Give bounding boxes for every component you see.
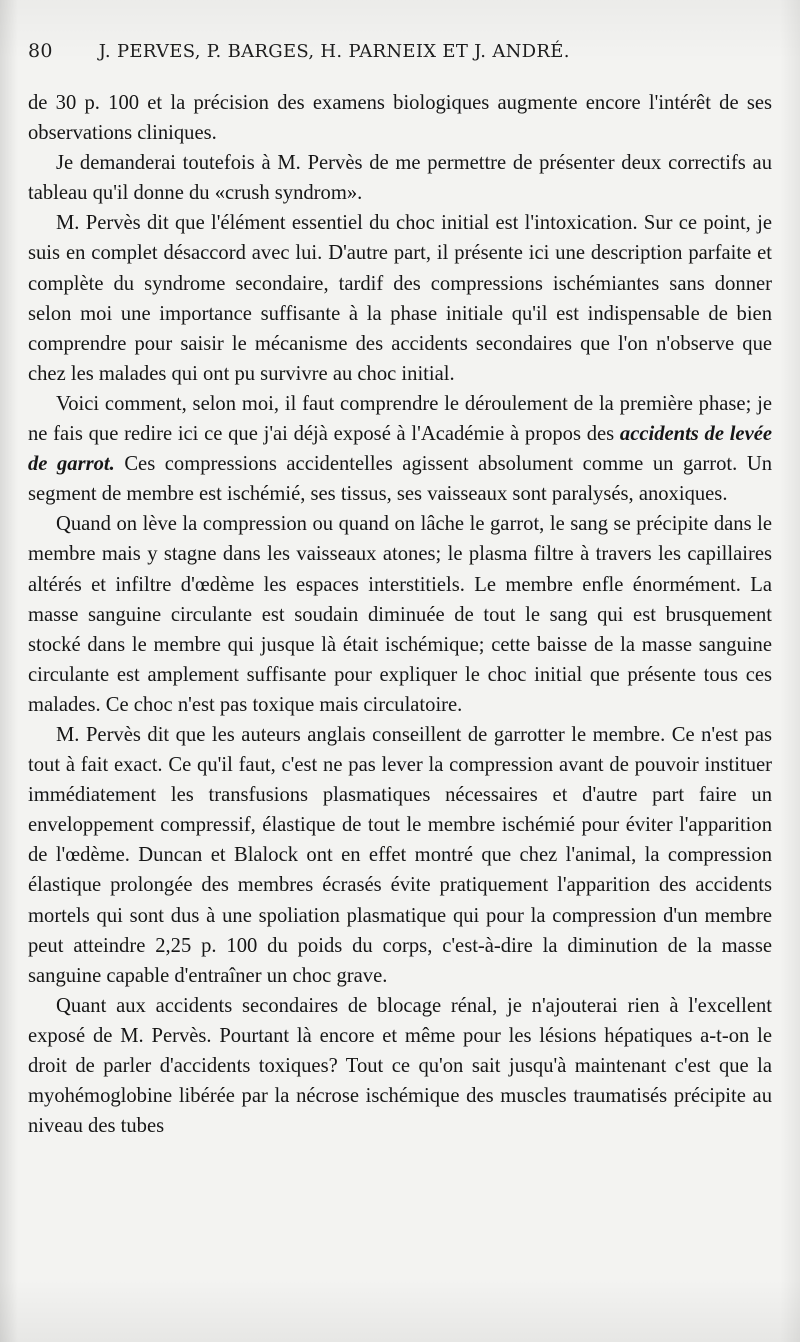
paragraph-7: Quant aux accidents secondaires de blocage rénal, je n'ajouterai rien à l'excellent exposé de M. Pervès. Pourtant là encore et même pour les lésions hépatiques a-t-on le droit de parler d'accidents toxiques? Tout ce qu'on sait jusqu'à maintenant c'est que la myohémoglobine libérée par la nécrose ischémique des muscles traumatisés précipite au niveau des tubes bbox=[28, 994, 772, 1138]
paragraph-4-text-end: Ces compressions accidentelles agissent absolument comme un garrot. Un segment de membre est ischémié, ses tissus, ses vaisseaux sont paralysés, anoxiques. bbox=[28, 453, 773, 506]
page-number: 80 bbox=[28, 40, 53, 62]
book-page bbox=[28, 40, 772, 1330]
paragraph-5: Quand on lève la compression ou quand on lâche le garrot, le sang se précipite dans le membre mais y stagne dans les vaisseaux atones; le plasma filtre à travers les capillaires altérés et infiltre d'œdème les espaces interstitiels. Le membre enfle énormément. La masse sanguine circulante est soudain diminuée de tout le sang qui est brusquement stocké dans le membre qui jusque là était ischémique; cette baisse de la masse sanguine circulante est amplement suffisante pour expliquer le choc initial que présente tous ces malades. Ce choc n'est pas toxique mais circulatoire. bbox=[28, 513, 772, 716]
paragraph-1: de 30 p. 100 et la précision des examens biologiques augmente encore l'intérêt de ses observations cliniques. bbox=[28, 92, 772, 145]
running-head bbox=[28, 40, 772, 62]
paragraph-6: M. Pervès dit que les auteurs anglais conseillent de garrotter le membre. Ce n'est pas tout à fait exact. Ce qu'il faut, c'est ne pas lever la compression avant de pouvoir instituer immédiatement les transfusions plasmatiques nécessaires et d'autre part faire un enveloppement compressif, élastique de tout le membre ischémié pour éviter l'apparition de l'œdème. Duncan et Blalock ont en effet montré que chez l'animal, la compression élastique prolongée des membres écrasés évite pratiquement l'apparition des accidents mortels qui sont dus à une spoliation plasmatique qui pour la compression d'un membre peut atteindre 2,25 p. 100 du poids du corps, c'est-à-dire la diminution de la masse sanguine capable d'entraîner un choc grave. bbox=[28, 723, 772, 987]
emphasis-levee-de-garrot: accidents de levée de garrot. bbox=[28, 423, 772, 476]
running-head-authors: J. PERVES, P. BARGES, H. PARNEIX ET J. ANDRÉ. bbox=[98, 41, 570, 62]
paragraph-4 bbox=[28, 389, 772, 509]
paragraph-2: Je demanderai toutefois à M. Pervès de me permettre de présenter deux correctifs au tableau qu'il donne du «crush syndrom». bbox=[28, 152, 772, 205]
body-text bbox=[28, 88, 772, 1141]
paragraph-4-text-start: Voici comment, selon moi, il faut comprendre le déroulement de la première phase; je ne fais que redire ici ce que j'ai déjà exposé à l'Académie à propos des bbox=[28, 392, 772, 446]
paragraph-3: M. Pervès dit que l'élément essentiel du choc initial est l'intoxication. Sur ce point, je suis en complet désaccord avec lui. D'autre part, il présente ici une description parfaite et complète du syndrome secondaire, tardif des compressions ischémiantes sans donner selon moi une importance suffisante à la phase initiale qu'il est indispensable de bien comprendre pour saisir le mécanisme des accidents secondaires que l'on n'observe que chez les malades qui ont pu survivre au choc initial. bbox=[28, 212, 772, 385]
